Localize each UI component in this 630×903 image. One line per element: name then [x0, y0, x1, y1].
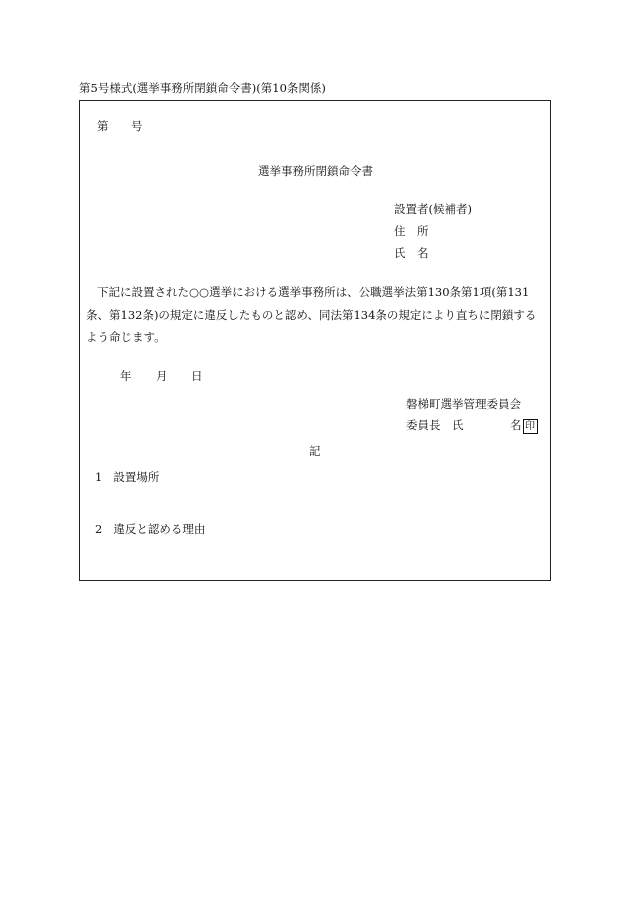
recipient-name: 氏 名	[394, 246, 429, 260]
issuer-name-suffix: 名	[510, 418, 522, 432]
doc-number-dai: 第	[97, 119, 109, 133]
order-body-text: 下記に設置された○○選挙における選挙事務所は、公職選挙法第130条第1項(第131条、第132条)の規定に違反したものと認め、同法第134条の規定により直ちに閉鎖するよう命じます。	[86, 285, 537, 344]
issuer-chair-label: 委員長 氏	[406, 418, 464, 432]
form-title: 第5号様式(選挙事務所閉鎖命令書)(第10条関係)	[79, 81, 326, 95]
date-year: 年	[120, 369, 132, 383]
seal-stamp-box: 印	[523, 419, 538, 434]
doc-title: 選挙事務所閉鎖命令書	[258, 164, 373, 178]
item-1	[95, 470, 159, 484]
item-1-number: 1	[95, 470, 103, 484]
ki-heading: 記	[309, 444, 321, 458]
issuer-name-seal	[510, 418, 538, 434]
recipient-setchisha: 設置者(候補者)	[394, 202, 472, 216]
issuer-committee: 磐梯町選挙管理委員会	[406, 397, 521, 411]
item-2	[95, 522, 205, 536]
item-2-number: 2	[95, 522, 103, 536]
recipient-address: 住 所	[394, 224, 429, 238]
date-month: 月	[156, 369, 168, 383]
doc-number-go: 号	[131, 119, 143, 133]
date-day: 日	[191, 369, 203, 383]
item-2-label: 違反と認める理由	[113, 522, 206, 536]
item-1-label: 設置場所	[113, 470, 160, 484]
